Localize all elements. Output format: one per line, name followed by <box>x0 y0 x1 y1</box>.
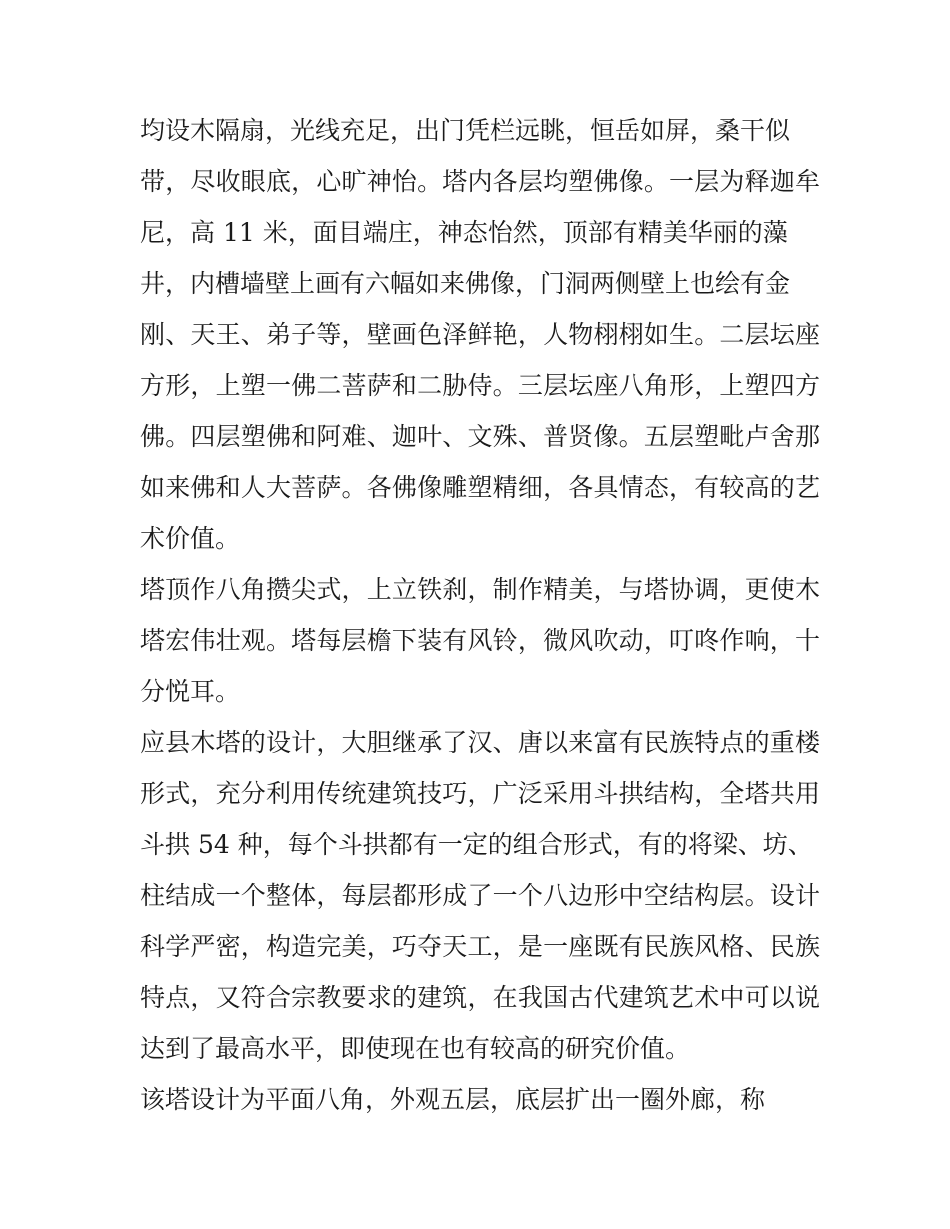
text-line: 形式，充分利用传统建筑技巧，广泛采用斗拱结构，全塔共用 <box>140 779 820 808</box>
text-line: 带，尽收眼底，心旷神怡。塔内各层均塑佛像。一层为释迦牟 <box>140 167 820 196</box>
text-line: 尼，高 11 米，面目端庄，神态怡然，顶部有精美华丽的藻 <box>140 218 788 247</box>
text-line: 柱结成一个整体，每层都形成了一个八边形中空结构层。设计 <box>140 881 820 910</box>
text-line: 佛。四层塑佛和阿难、迦叶、文殊、普贤像。五层塑毗卢舍那 <box>140 422 820 451</box>
document-body <box>140 105 820 1125</box>
text-line: 术价值。 <box>140 524 241 553</box>
text-line: 均设木隔扇，光线充足，出门凭栏远眺，恒岳如屏，桑干似 <box>140 116 791 145</box>
text-line: 应县木塔的设计，大胆继承了汉、唐以来富有民族特点的重楼 <box>140 728 820 757</box>
text-line: 塔顶作八角攒尖式，上立铁刹，制作精美，与塔协调，更使木 <box>140 575 820 604</box>
text-line: 塔宏伟壮观。塔每层檐下装有风铃，微风吹动，叮咚作响，十 <box>140 626 820 655</box>
text-line: 如来佛和人大菩萨。各佛像雕塑精细，各具情态，有较高的艺 <box>140 473 820 502</box>
text-line: 分悦耳。 <box>140 677 241 706</box>
text-line: 科学严密，构造完美，巧夺天工，是一座既有民族风格、民族 <box>140 932 820 961</box>
text-line: 达到了最高水平，即使现在也有较高的研究价值。 <box>140 1034 691 1063</box>
text-line: 刚、天王、弟子等，壁画色泽鲜艳，人物栩栩如生。二层坛座 <box>140 320 820 349</box>
text-line: 特点，又符合宗教要求的建筑，在我国古代建筑艺术中可以说 <box>140 983 820 1012</box>
text-line: 井，内槽墙壁上画有六幅如来佛像，门洞两侧壁上也绘有金 <box>140 269 791 298</box>
text-line: 斗拱 54 种，每个斗拱都有一定的组合形式，有的将梁、坊、 <box>140 830 813 859</box>
text-line: 方形，上塑一佛二菩萨和二胁侍。三层坛座八角形，上塑四方 <box>140 371 820 400</box>
text-line: 该塔设计为平面八角，外观五层，底层扩出一圈外廊，称 <box>140 1085 766 1114</box>
